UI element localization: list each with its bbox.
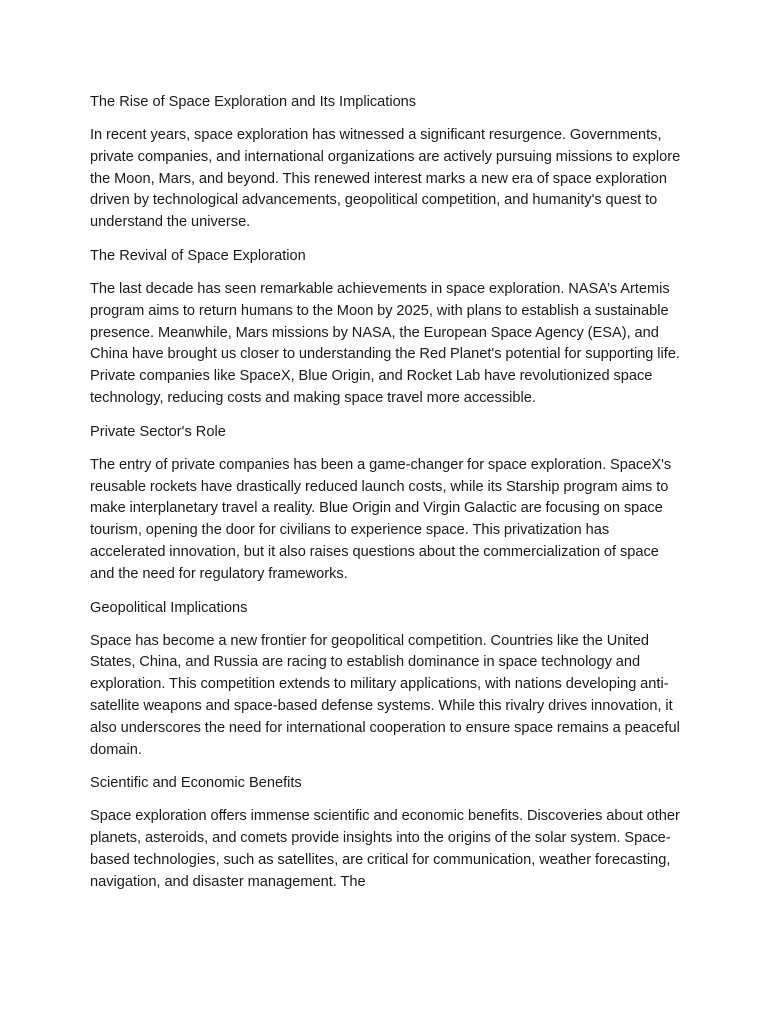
- section-heading-geopolitical: Geopolitical Implications: [90, 599, 248, 616]
- section-heading-benefits: Scientific and Economic Benefits: [90, 775, 302, 792]
- section-body-geopolitical: Space has become a new frontier for geopolitical competition. Countries like the United States, China, and Russia are racing to establish dominance in space technology and exploration. This competition extends to military applications, with nations developing anti-satellite weapons and space-based defense systems. While this rivalry drives innovation, it also underscores the need for international cooperation to ensure space remains a peaceful domain.: [90, 632, 680, 758]
- intro-paragraph: In recent years, space exploration has witnessed a significant resurgence. Governments, private companies, and international organizations are actively pursuing missions to explore the Moon, Mars, and beyond. This renewed interest marks a new era of space exploration driven by technological advancements, geopolitical competition, and humanity's quest to understand the universe.: [90, 127, 681, 231]
- section-body-revival: The last decade has seen remarkable achievements in space exploration. NASA’s Artemis program aims to return humans to the Moon by 2025, with plans to establish a sustainable presence. Meanwhile, Mars missions by NASA, the European Space Agency (ESA), and China have brought us closer to understanding the Red Planet's potential for supporting life. Private companies like SpaceX, Blue Origin, and Rocket Lab have revolutionized space technology, reducing costs and making space travel more accessible.: [90, 280, 680, 406]
- section-body-benefits: Space exploration offers immense scientific and economic benefits. Discoveries about other planets, asteroids, and comets provide insights into the origins of the solar system. Space-based technologies, such as satellites, are critical for communication, weather forecasting, navigation, and disaster management. The: [90, 808, 680, 890]
- section-heading-private-sector: Private Sector's Role: [90, 423, 226, 440]
- section-body-private-sector: The entry of private companies has been a game-changer for space exploration. SpaceX's reusable rockets have drastically reduced launch costs, while its Starship program aims to make interplanetary travel a reality. Blue Origin and Virgin Galactic are focusing on space tourism, opening the door for civilians to experience space. This privatization has accelerated innovation, but it also raises questions about the commercialization of space and the need for regulatory frameworks.: [90, 456, 672, 582]
- document-title: The Rise of Space Exploration and Its Implications: [90, 94, 417, 110]
- document-content: [90, 92, 686, 906]
- section-heading-revival: The Revival of Space Exploration: [90, 247, 306, 264]
